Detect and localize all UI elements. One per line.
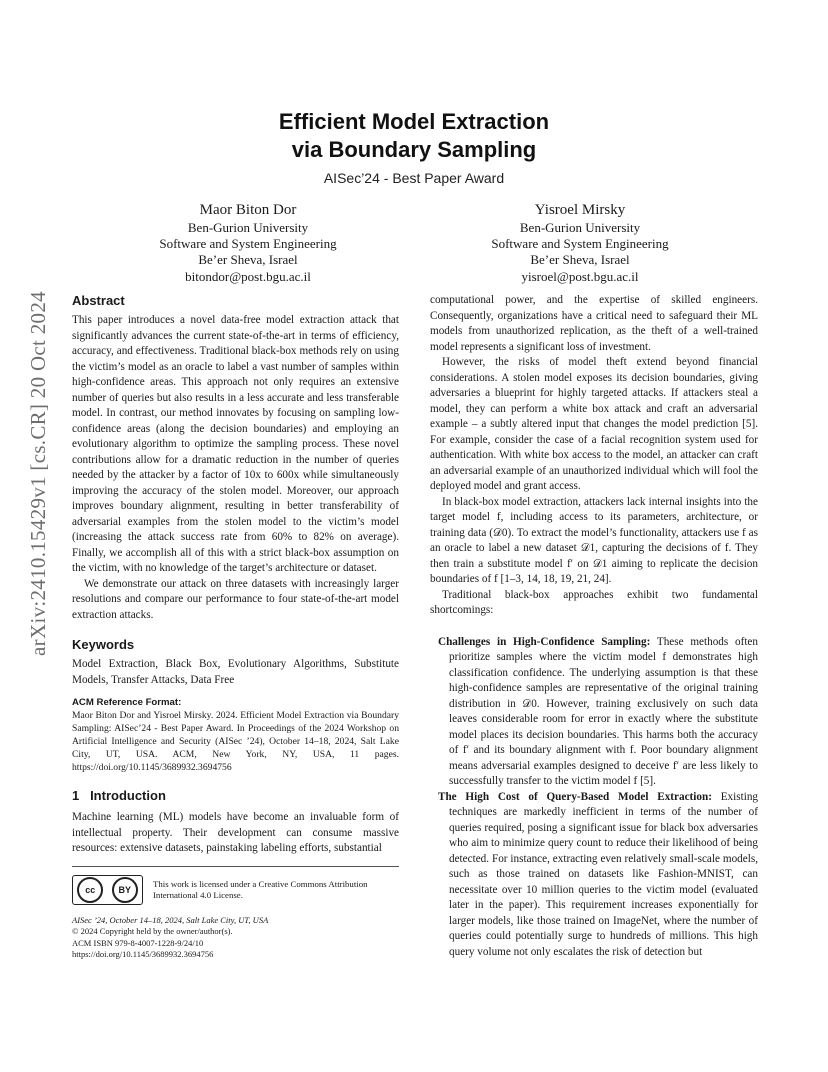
author-email: yisroel@post.bgu.ac.il <box>521 268 639 284</box>
left-column <box>72 293 399 857</box>
cc-by-badge-icon <box>72 875 143 905</box>
author-department: Software and System Engineering <box>159 236 337 252</box>
title-line-1: Efficient Model Extraction <box>278 109 550 134</box>
keywords-text: Model Extraction, Black Box, Evolutionary Algorithms, Substitute Models, Transfer Attacks, Data Free <box>72 658 399 686</box>
doi-line: https://doi.org/10.1145/3689932.3694756 <box>72 948 214 959</box>
arxiv-sidebar-stamp <box>22 288 54 658</box>
list-item-text: These methods often prioritize samples where the victim model f demonstrates high classification confidence. The underlying assumption is that these high-confidence samples are representative of the original training distribution in 𝒟0. However, training exclusively on such data leaves considerable room for error in exactly where the substitute model places its decision boundaries. This harms both the accuracy of f′ and its boundary alignment with f. Poor boundary alignment means adversarial examples designed to deceive f′ are less likely to successfully transfer to the victim model f [5]. <box>449 635 758 787</box>
right-paragraph-4: Traditional black-box approaches exhibit two fundamental shortcomings: <box>430 588 758 616</box>
license-text: This work is licensed under a Creative Commons Attribution International 4.0 License. <box>153 878 368 900</box>
acm-reference-label: ACM Reference Format: <box>72 697 182 708</box>
author-block-2 <box>480 201 680 285</box>
paper-subtitle: AISec’24 - Best Paper Award <box>323 170 505 186</box>
author-email: bitondor@post.bgu.ac.il <box>185 268 311 284</box>
list-item-label: Challenges in High-Confidence Sampling: <box>438 635 651 648</box>
right-paragraph-3: In black-box model extraction, attackers lack internal insights into the target model f, including access to its parameters, architecture, or training data (𝒟0). To extract the model’s functionality, attackers use f as an oracle to label a new dataset 𝒟1, capturing the decisions of f. They then train a substitute model f′ on 𝒟1 aiming to replicate the decision boundaries of f [1–3, 14, 18, 19, 21, 24]. <box>430 495 758 585</box>
list-item <box>438 635 758 790</box>
conference-line: AISec ’24, October 14–18, 2024, Salt Lake City, UT, USA <box>72 915 269 925</box>
introduction-paragraph-1: Machine learning (ML) models have become an invaluable form of intellectual property. Their development can consume massive resources: extensive datasets, painstaking labeling efforts, substantial <box>72 811 399 854</box>
list-item-text: Existing techniques are markedly inefficient in terms of the number of queries required, posing a significant issue for black box adversaries who aim to minimize query count to reduce their likelihood of being detected. For instance, extracting even relatively small-scale models, such as those trained on datasets like Fashion-MNIST, can necessitate over 10 million queries to the victim model (evaluated later in the paper). This requirement increases exponentially for larger models, like those trained on ImageNet, where the number of queries could potentially surge to hundreds of millions. This high query volume not only escalates the risk of detection but <box>449 790 759 958</box>
copyright-line: © 2024 Copyright held by the owner/author(s). <box>72 926 233 937</box>
introduction-heading: 1 Introduction <box>72 788 166 803</box>
keywords-heading: Keywords <box>72 637 135 652</box>
acm-reference <box>72 696 399 774</box>
abstract-paragraph-2: We demonstrate our attack on three datasets with increasingly larger resolutions and compare our performance to four state-of-the-art model extraction attacks. <box>72 577 399 621</box>
license-rule <box>72 866 399 867</box>
license-block <box>72 866 399 960</box>
by-logo-icon: BY <box>112 877 138 903</box>
author-location: Be’er Sheva, Israel <box>530 252 630 268</box>
right-paragraph-2: However, the risks of model theft extend beyond financial considerations. A stolen model exposes its decision boundaries, giving adversaries a blueprint for highly targeted attacks. If attackers steal a model, they can perform a white box attack and craft an adversarial example – a subtly altered input that changes the model prediction [5]. For example, consider the case of a facial recognition system used for authentication. With white box access to the model, an attacker can craft an adversarial example of an unauthorized individual which will fool the deployed model and grant access. <box>430 356 758 492</box>
abstract-paragraph-1: This paper introduces a novel data-free model extraction attack that significantly advances the current state-of-the-art in terms of efficiency, accuracy, and effectiveness. Traditional black-box methods rely on using the victim’s model as an oracle to label a vast number of samples within high-confidence areas. This approach not only requires an extensive number of queries but also results in a less accurate and less transferable model. In contrast, our method innovates by focusing on sampling low-confidence areas (along the decision boundaries) and employing an evolutionary algorithm to optimize the sampling process. These novel contributions allow for a dramatic reduction in the number of queries needed by the attacker by a factor of 10x to 600x while simultaneously improving the accuracy of the stolen model. Moreover, our approach improves boundary alignment, resulting in better transferability of adversarial examples from the stolen model to the victim’s model (increasing the attack success rate from 60% to 82% on average). Finally, we accomplish all of this with a strict black-box assumption on the victim, with no knowledge of the target’s architecture or dataset. <box>72 314 399 574</box>
cc-logo-icon: cc <box>77 877 103 903</box>
author-department: Software and System Engineering <box>491 236 669 252</box>
author-location: Be’er Sheva, Israel <box>198 252 298 268</box>
author-name: Maor Biton Dor <box>199 202 297 218</box>
author-affiliation: Ben-Gurion University <box>187 220 309 235</box>
right-column <box>430 293 758 960</box>
list-item <box>438 790 758 961</box>
author-name: Yisroel Mirsky <box>534 202 626 218</box>
paper-title <box>0 108 828 164</box>
author-affiliation: Ben-Gurion University <box>519 220 641 235</box>
list-item-label: The High Cost of Query-Based Model Extraction: <box>438 790 712 803</box>
shortcomings-list <box>438 635 758 961</box>
title-line-2: via Boundary Sampling <box>291 137 537 162</box>
abstract-heading: Abstract <box>72 293 125 308</box>
arxiv-identifier: arXiv:2410.15429v1 [cs.CR] 20 Oct 2024 <box>25 290 50 656</box>
acm-reference-text: Maor Biton Dor and Yisroel Mirsky. 2024. Efficient Model Extraction via Boundary Sampling: AISec’24 - Best Paper Award. In Proceedings of the 2024 Workshop on Artificial Intelligence and Security (AISec ’24), October 14–18, 2024, Salt Lake City, UT, USA. ACM, New York, NY, USA, 11 pages. https://doi.org/10.1145/3689932.3694756 <box>72 710 399 773</box>
isbn-line: ACM ISBN 979-8-4007-1228-9/24/10 <box>72 937 204 948</box>
author-block-1 <box>148 201 348 285</box>
license-row <box>72 875 399 905</box>
right-paragraph-1: computational power, and the expertise of skilled engineers. Consequently, organizations have a critical need to safeguard their ML models from unauthorized replication, as the theft of a well-trained model represents a significant loss of investment. <box>430 294 758 353</box>
footer-notes <box>72 915 399 960</box>
